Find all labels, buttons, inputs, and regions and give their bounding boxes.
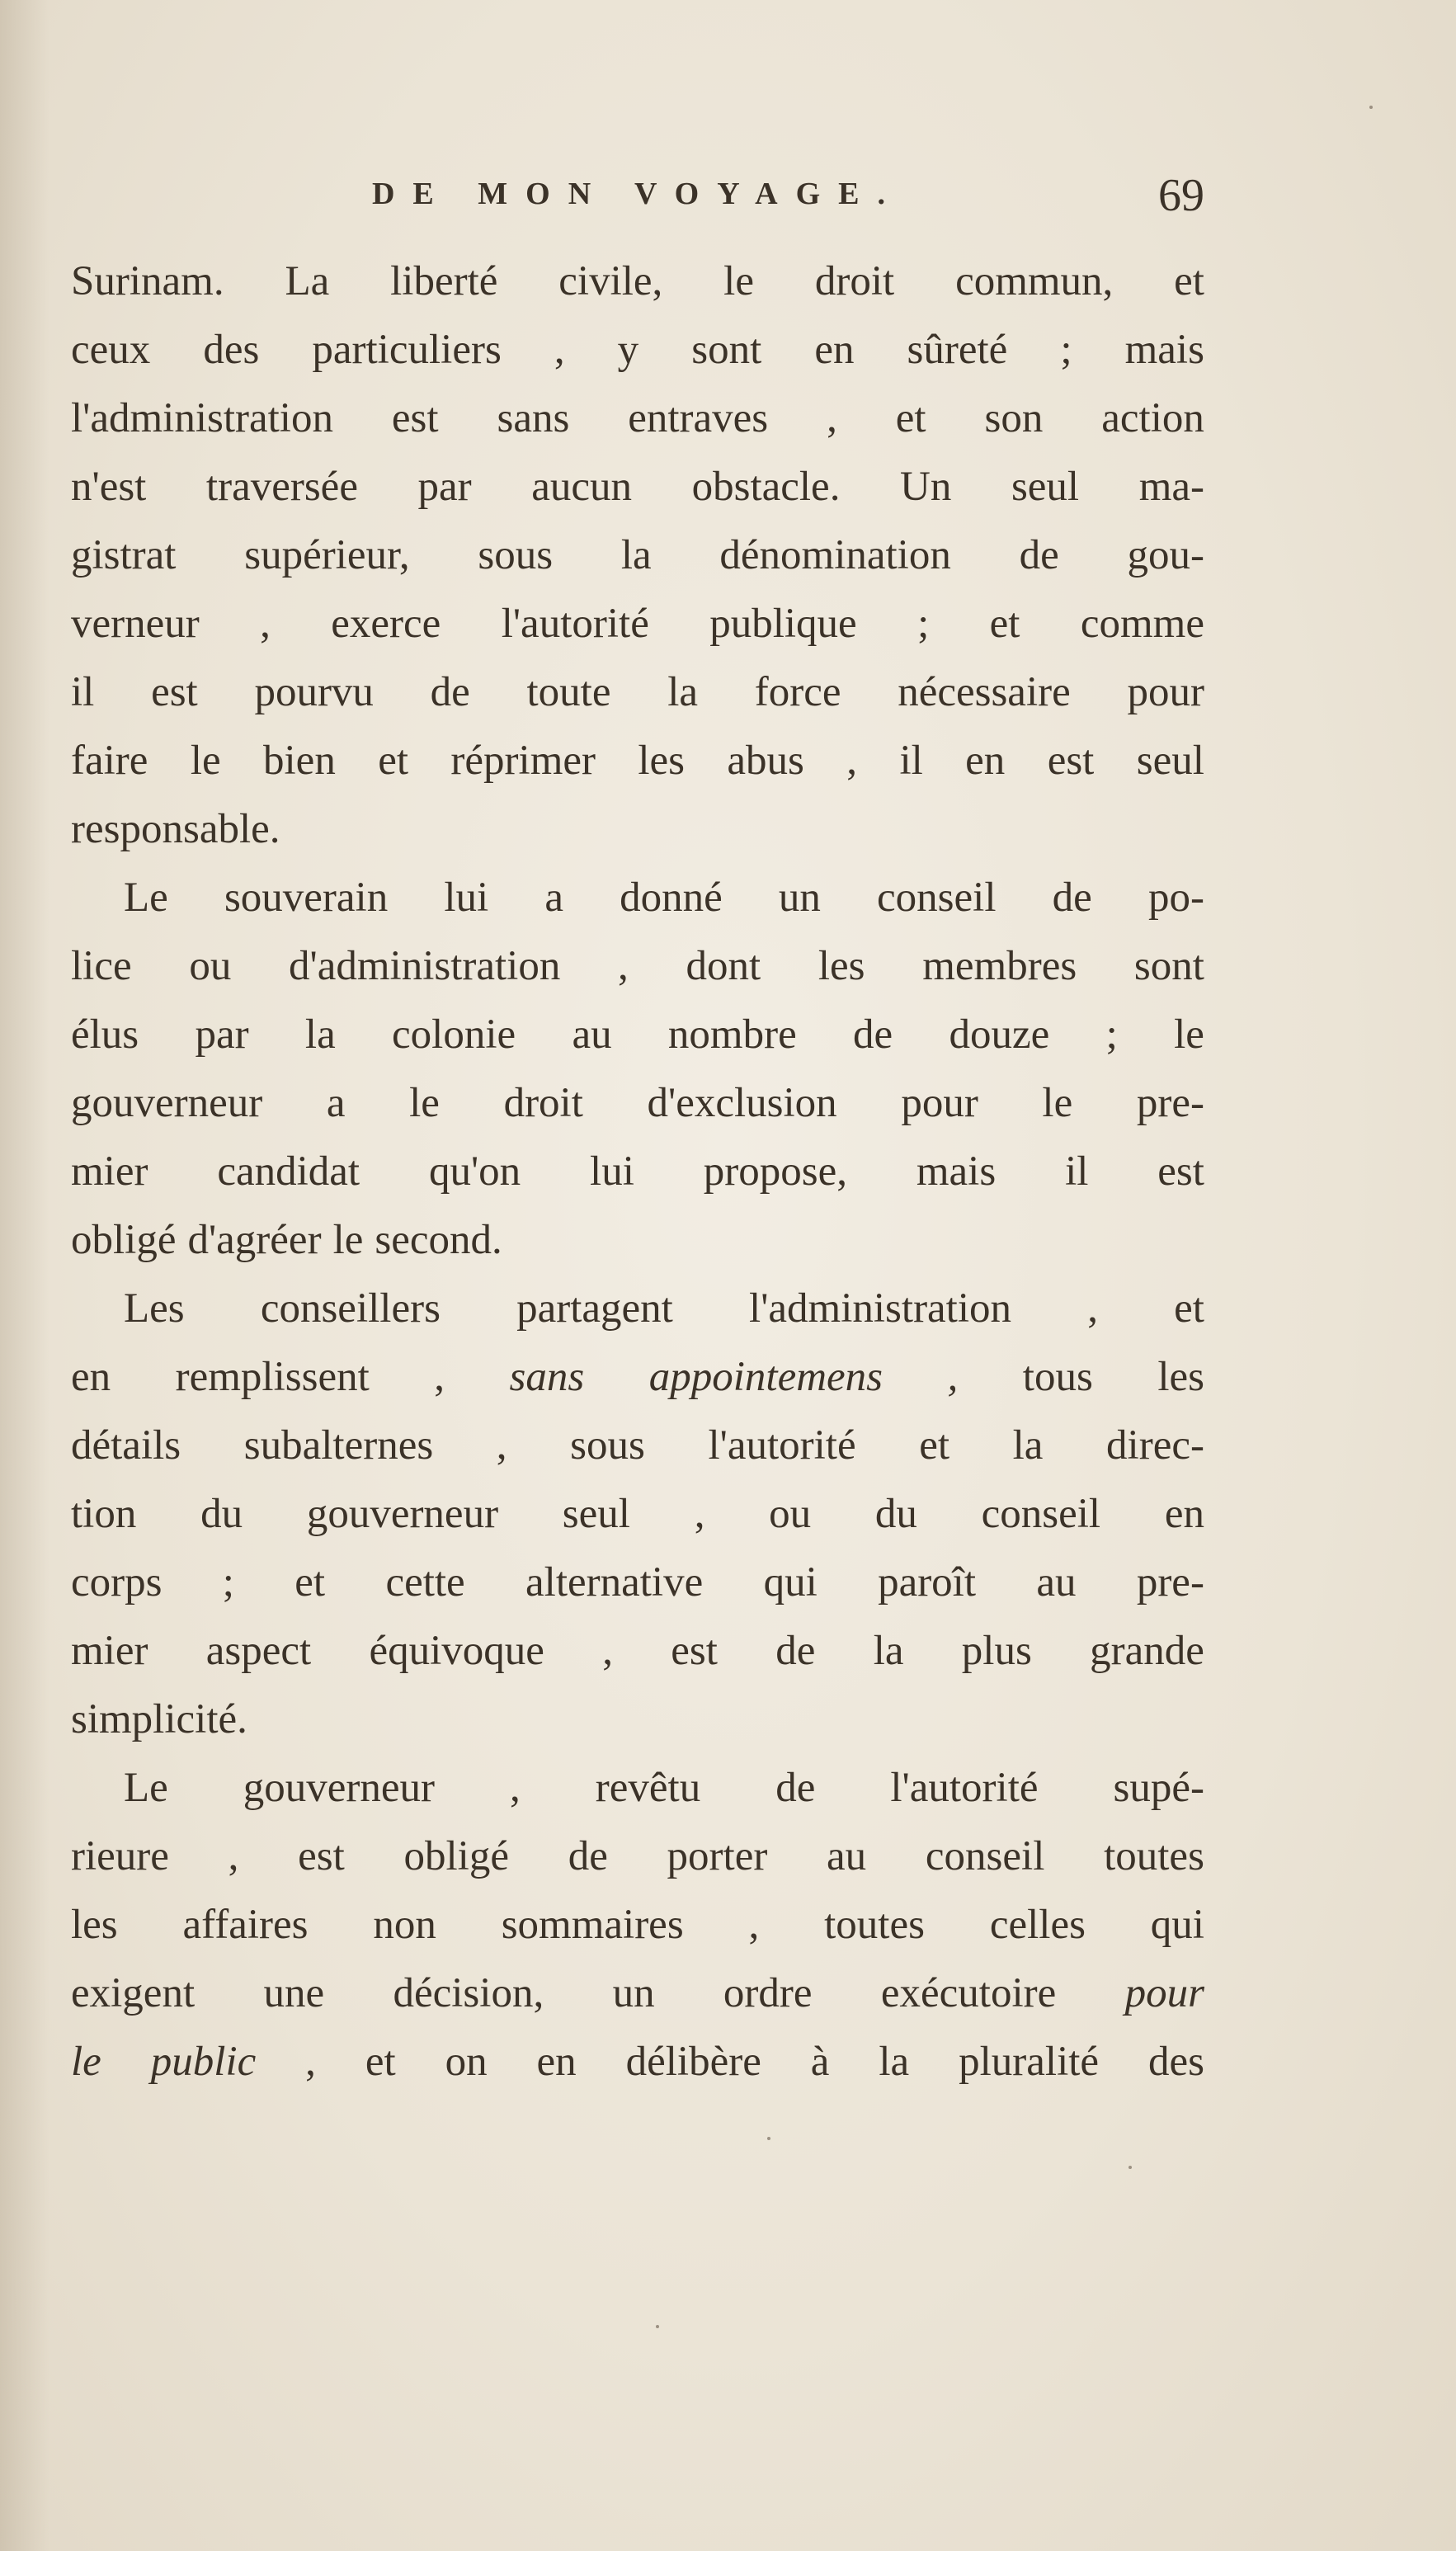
- word: le: [332, 1217, 364, 1263]
- word: a: [326, 1080, 346, 1126]
- word: ,: [496, 1422, 507, 1469]
- word: de: [430, 669, 470, 715]
- word: n'est: [71, 464, 147, 510]
- word: d'exclusion: [647, 1080, 837, 1126]
- word: droit: [814, 258, 895, 304]
- word: force: [754, 669, 841, 715]
- word: est: [671, 1628, 718, 1674]
- word: po-: [1147, 875, 1204, 921]
- word: les: [818, 943, 865, 989]
- word: corps: [71, 1559, 163, 1606]
- word: douze: [949, 1011, 1050, 1058]
- word: liberté: [390, 258, 498, 304]
- word: de: [1019, 532, 1059, 578]
- word: décision,: [393, 1970, 544, 2016]
- word: nécessaire: [898, 669, 1071, 715]
- word: ordre: [723, 1970, 813, 2016]
- word: à: [810, 2039, 830, 2085]
- word: le: [1174, 1011, 1204, 1058]
- word: responsable.: [71, 806, 280, 852]
- word: le: [723, 258, 754, 304]
- text-line: [71, 864, 1204, 932]
- running-head: DE MON VOYAGE.: [371, 177, 903, 211]
- word: Le: [124, 1765, 168, 1811]
- word: son: [984, 395, 1044, 441]
- word: tous: [1022, 1354, 1093, 1400]
- word: l'administration: [71, 395, 333, 441]
- text-line: [71, 248, 1204, 316]
- word: ,: [228, 1833, 239, 1879]
- word: second.: [375, 1217, 502, 1263]
- word: non: [373, 1902, 436, 1948]
- word: le: [190, 738, 221, 784]
- word: ;: [222, 1559, 234, 1606]
- word: les: [1157, 1354, 1204, 1400]
- word: et: [378, 738, 409, 784]
- word: mier: [71, 1148, 148, 1195]
- word: obstacle.: [691, 464, 841, 510]
- word: réprimer: [450, 738, 596, 784]
- word: pre-: [1136, 1559, 1204, 1606]
- word: ma-: [1138, 464, 1204, 510]
- word: délibère: [625, 2039, 761, 2085]
- word: de: [1052, 875, 1092, 921]
- word: pourvu: [254, 669, 374, 715]
- word: publique: [709, 601, 857, 647]
- word: en: [965, 738, 1006, 784]
- word: ,: [694, 1491, 705, 1537]
- word: souverain: [224, 875, 389, 921]
- word: ,: [846, 738, 858, 784]
- word: au: [1036, 1559, 1077, 1606]
- word: toutes: [824, 1902, 925, 1948]
- word: supérieur,: [244, 532, 410, 578]
- text-line: [71, 2028, 1204, 2096]
- paper-speck: [1129, 2166, 1132, 2169]
- text-line: [71, 727, 1204, 795]
- word: verneur: [71, 601, 200, 647]
- word: comme: [1080, 601, 1204, 647]
- gutter-shadow: [0, 0, 49, 2551]
- text-line: [71, 658, 1204, 727]
- word: est: [1157, 1148, 1204, 1195]
- word: a: [544, 875, 563, 921]
- word: dont: [686, 943, 761, 989]
- word: conseil: [925, 1833, 1045, 1879]
- word: l'autorité: [708, 1422, 856, 1469]
- word: civile,: [558, 258, 663, 304]
- word: de: [775, 1628, 816, 1674]
- word: ,: [618, 943, 629, 989]
- word: lice: [71, 943, 132, 989]
- word: seul: [1136, 738, 1204, 784]
- word: le: [71, 2039, 101, 2085]
- word: et: [1174, 1285, 1204, 1332]
- word: ,: [510, 1765, 521, 1811]
- word: exécutoire: [880, 1970, 1057, 2016]
- text-line: [71, 384, 1204, 453]
- text-line: [71, 1275, 1204, 1343]
- word: La: [285, 258, 330, 304]
- word: sans: [509, 1354, 585, 1400]
- word: est: [391, 395, 439, 441]
- word: conseil: [981, 1491, 1101, 1537]
- word: une: [263, 1970, 325, 2016]
- word: gouverneur: [71, 1080, 263, 1126]
- word: ,: [602, 1628, 613, 1674]
- word: d'administration: [289, 943, 561, 989]
- word: par: [195, 1011, 249, 1058]
- word: tion: [71, 1491, 137, 1537]
- word: exerce: [331, 601, 441, 647]
- word: la: [1012, 1422, 1044, 1469]
- word: rieure: [71, 1833, 169, 1879]
- text-line: [71, 1138, 1204, 1206]
- word: il: [899, 738, 923, 784]
- word: ,: [260, 601, 271, 647]
- word: lui: [590, 1148, 634, 1195]
- word: dénomination: [719, 532, 951, 578]
- text-line: [71, 316, 1204, 384]
- text-line: [71, 1412, 1204, 1480]
- text-line: [71, 1822, 1204, 1891]
- word: les: [638, 738, 686, 784]
- word: des: [203, 327, 260, 373]
- word: Le: [124, 875, 168, 921]
- word: ;: [1105, 1011, 1118, 1058]
- word: et: [1174, 258, 1204, 304]
- word: de: [775, 1765, 816, 1811]
- word: particuliers: [312, 327, 502, 373]
- text-line: [71, 1959, 1204, 2028]
- word: en: [536, 2039, 577, 2085]
- word: aucun: [531, 464, 633, 510]
- word: ;: [1060, 327, 1072, 373]
- word: un: [778, 875, 821, 921]
- word: détails: [71, 1422, 181, 1469]
- word: il: [71, 669, 95, 715]
- word: public: [150, 2039, 257, 2085]
- word: obligé: [71, 1217, 177, 1263]
- word: cette: [385, 1559, 465, 1606]
- word: gistrat: [71, 532, 177, 578]
- word: Surinam.: [71, 258, 224, 304]
- word: on: [445, 2039, 488, 2085]
- word: l'autorité: [890, 1765, 1039, 1811]
- word: paroît: [878, 1559, 977, 1606]
- page-header: [71, 169, 1204, 227]
- word: appointemens: [648, 1354, 883, 1400]
- text-line: [71, 521, 1204, 590]
- word: alternative: [525, 1559, 704, 1606]
- word: de: [853, 1011, 893, 1058]
- word: abus: [727, 738, 804, 784]
- word: ,: [947, 1354, 959, 1400]
- word: propose,: [703, 1148, 847, 1195]
- word: sans: [497, 395, 570, 441]
- paper-speck: [1369, 106, 1373, 109]
- text-line: [71, 932, 1204, 1001]
- text-line: [71, 1686, 1204, 1754]
- word: porter: [667, 1833, 768, 1879]
- word: des: [1148, 2039, 1204, 2085]
- word: lui: [444, 875, 489, 921]
- word: Les: [124, 1285, 185, 1332]
- word: au: [572, 1011, 612, 1058]
- word: grande: [1090, 1628, 1204, 1674]
- word: donné: [620, 875, 723, 921]
- text-line: [71, 453, 1204, 521]
- word: affaires: [182, 1902, 309, 1948]
- word: ou: [769, 1491, 812, 1537]
- word: sûreté: [907, 327, 1008, 373]
- text-line: [71, 1001, 1204, 1069]
- word: commun,: [955, 258, 1114, 304]
- word: sommaires: [501, 1902, 684, 1948]
- word: subalternes: [243, 1422, 434, 1469]
- word: équivoque: [369, 1628, 544, 1674]
- word: du: [200, 1491, 243, 1537]
- word: Un: [900, 464, 952, 510]
- word: ,: [434, 1354, 445, 1400]
- word: y: [617, 327, 639, 373]
- word: et: [919, 1422, 950, 1469]
- word: conseil: [877, 875, 997, 921]
- word: pluralité: [959, 2039, 1100, 2085]
- text-line: [71, 1754, 1204, 1822]
- word: mais: [916, 1148, 997, 1195]
- word: mais: [1124, 327, 1204, 373]
- word: candidat: [217, 1148, 360, 1195]
- paper-speck: [656, 2325, 659, 2328]
- word: en: [71, 1354, 111, 1400]
- word: pre-: [1136, 1080, 1204, 1126]
- word: exigent: [71, 1970, 196, 2016]
- word: ,: [554, 327, 565, 373]
- word: la: [879, 2039, 910, 2085]
- word: pour: [1127, 669, 1204, 715]
- word: en: [814, 327, 855, 373]
- word: l'autorité: [501, 601, 649, 647]
- word: et: [989, 601, 1020, 647]
- word: seul: [562, 1491, 630, 1537]
- word: par: [417, 464, 472, 510]
- word: toutes: [1104, 1833, 1204, 1879]
- word: la: [620, 532, 652, 578]
- word: qu'on: [428, 1148, 521, 1195]
- word: conseillers: [260, 1285, 441, 1332]
- word: ,: [1087, 1285, 1098, 1332]
- word: en: [1164, 1491, 1204, 1537]
- text-line: [71, 1343, 1204, 1412]
- word: il: [1065, 1148, 1089, 1195]
- word: sous: [478, 532, 554, 578]
- word: droit: [503, 1080, 583, 1126]
- word: entraves: [628, 395, 769, 441]
- word: la: [667, 669, 699, 715]
- word: colonie: [392, 1011, 516, 1058]
- word: aspect: [205, 1628, 312, 1674]
- word: toute: [526, 669, 611, 715]
- word: au: [827, 1833, 867, 1879]
- word: élus: [71, 1011, 139, 1058]
- body-text: [71, 248, 1204, 2096]
- word: le: [409, 1080, 440, 1126]
- word: obligé: [403, 1833, 509, 1879]
- word: partagent: [516, 1285, 673, 1332]
- word: la: [304, 1011, 336, 1058]
- text-line: [71, 795, 1204, 864]
- word: qui: [1150, 1902, 1204, 1948]
- word: et: [365, 2039, 396, 2085]
- word: gouverneur: [243, 1765, 436, 1811]
- text-line: [71, 1480, 1204, 1549]
- text-line: [71, 1617, 1204, 1686]
- text-line: [71, 1549, 1204, 1617]
- word: sont: [1133, 943, 1204, 989]
- text-line: [71, 1069, 1204, 1138]
- text-line: [71, 590, 1204, 658]
- word: le: [1042, 1080, 1073, 1126]
- word: ou: [189, 943, 232, 989]
- word: l'administration: [749, 1285, 1012, 1332]
- word: bien: [263, 738, 336, 784]
- word: ceux: [71, 327, 151, 373]
- word: ;: [917, 601, 930, 647]
- text-line: [71, 1206, 1204, 1275]
- page-number: 69: [1158, 170, 1204, 221]
- word: est: [298, 1833, 345, 1879]
- word: d'agréer: [187, 1217, 322, 1263]
- word: est: [1047, 738, 1095, 784]
- word: ,: [827, 395, 837, 441]
- word: ,: [748, 1902, 760, 1948]
- word: direc-: [1106, 1422, 1204, 1469]
- word: sont: [691, 327, 762, 373]
- word: un: [612, 1970, 655, 2016]
- word: mier: [71, 1628, 148, 1674]
- text-line: [71, 1891, 1204, 1959]
- word: revêtu: [595, 1765, 701, 1811]
- word: pour: [1124, 1970, 1204, 2016]
- word: qui: [763, 1559, 818, 1606]
- word: les: [71, 1902, 118, 1948]
- word: faire: [71, 738, 148, 784]
- word: action: [1101, 395, 1204, 441]
- word: sous: [570, 1422, 645, 1469]
- word: remplissent: [175, 1354, 370, 1400]
- word: nombre: [667, 1011, 797, 1058]
- word: et: [294, 1559, 326, 1606]
- word: simplicité.: [71, 1696, 247, 1742]
- word: gouverneur: [306, 1491, 499, 1537]
- word: de: [568, 1833, 608, 1879]
- word: celles: [989, 1902, 1086, 1948]
- word: membres: [922, 943, 1077, 989]
- word: seul: [1011, 464, 1080, 510]
- word: est: [151, 669, 198, 715]
- word: la: [873, 1628, 904, 1674]
- word: gou-: [1127, 532, 1204, 578]
- word: pour: [901, 1080, 978, 1126]
- word: et: [895, 395, 926, 441]
- word: traversée: [205, 464, 358, 510]
- paper-speck: [767, 2137, 770, 2140]
- word: supé-: [1113, 1765, 1204, 1811]
- word: ,: [305, 2039, 316, 2085]
- word: du: [874, 1491, 917, 1537]
- word: plus: [961, 1628, 1032, 1674]
